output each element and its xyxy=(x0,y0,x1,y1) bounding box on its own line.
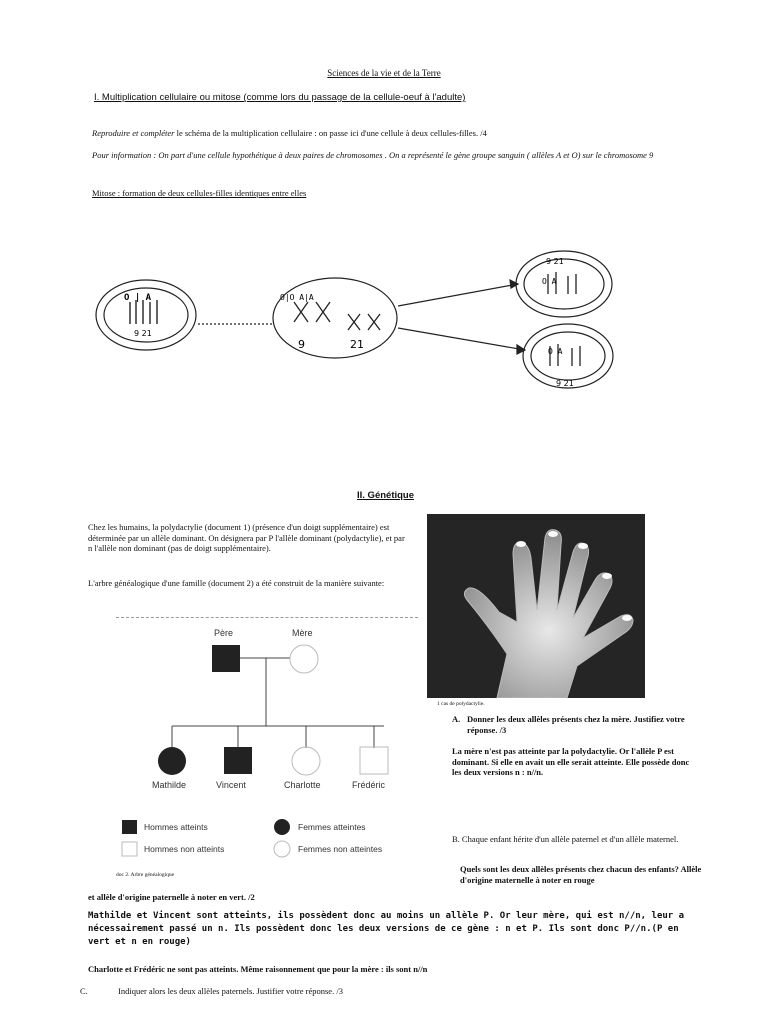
question-a-letter: A. xyxy=(452,714,461,724)
legend-unaffected-women: Femmes non atteintes xyxy=(298,844,383,854)
question-b2: Quels sont les deux allèles présents chez chacun des enfants? Allèle d'origine maternelle à noter en rouge xyxy=(460,864,702,885)
daughter-cell-1-outer xyxy=(516,251,612,317)
polydactyly-photo xyxy=(427,514,645,698)
pedigree-tree xyxy=(116,617,418,883)
c2-label-9: 9 xyxy=(298,338,305,351)
charlotte-symbol xyxy=(292,747,320,775)
answer-b2: Charlotte et Frédéric ne sont pas atteints. Même raisonnement que pour la mère : ils sont n//n xyxy=(88,964,428,974)
mathilde-label: Mathilde xyxy=(152,780,187,790)
section1-instruction xyxy=(92,128,692,139)
mitosis-diagram xyxy=(80,240,620,410)
d2-mid-label: O A xyxy=(548,347,563,356)
photo-caption: 1 cas de polydactylie. xyxy=(437,701,485,707)
vincent-label: Vincent xyxy=(216,780,246,790)
c2-label-21: 21 xyxy=(350,338,364,351)
metaphase-cell xyxy=(273,278,397,358)
d2-bottom-label: 9 21 xyxy=(556,379,574,388)
instruction-italic: Reproduire et compléter xyxy=(92,128,175,138)
daughter-cell-1-inner xyxy=(524,259,604,309)
legend-unaffected-men-symbol xyxy=(122,842,137,856)
mathilde-symbol xyxy=(158,747,186,775)
legend-affected-men-symbol xyxy=(122,820,137,834)
father-label: Père xyxy=(214,628,234,638)
frederic-label: Frédéric xyxy=(352,780,386,790)
instruction-rest: le schéma de la multiplication cellulaire : on passe ici d'une cellule à deux cellules-filles. /4 xyxy=(174,128,487,138)
answer-b: Mathilde et Vincent sont atteints, ils possèdent donc au moins un allèle P. Or leur mère, qui est n//n, leur a nécessairement passé un n. Ils possèdent donc les deux versions de ce gène : n et P. Ils sont donc P//n.(P en vert et n en rouge) xyxy=(88,911,685,947)
c1-top-label: O | A xyxy=(124,293,152,303)
legend-affected-women: Femmes atteintes xyxy=(298,822,366,832)
answer-a: La mère n'est pas atteinte par la polydactylie. Or l'allèle P est dominant. Si elle en avait un elle serait atteinte. Elle possède donc les deux versions n : n//n. xyxy=(452,746,690,777)
section2-title: II. Génétique xyxy=(357,490,415,501)
question-b: B. Chaque enfant hérite d'un allèle paternel et d'un allèle maternel. xyxy=(452,834,679,844)
d1-mid-label: O A xyxy=(542,277,557,286)
question-b3: et allèle d'origine paternelle à noter en vert. /2 xyxy=(88,892,255,902)
question-c: Indiquer alors les deux allèles paternels. Justifier votre réponse. /3 xyxy=(118,986,343,996)
tree-caption: doc 2. Arbre généalogique xyxy=(116,872,175,878)
vincent-symbol xyxy=(224,747,252,774)
frederic-symbol xyxy=(360,747,388,774)
legend-unaffected-women-symbol xyxy=(274,841,290,857)
tree-intro: L'arbre généalogique d'une famille (document 2) a été construit de la manière suivante: xyxy=(88,578,385,588)
mother-cell-outer xyxy=(96,280,196,350)
legend-unaffected-men: Hommes non atteints xyxy=(144,844,225,854)
page-header: Sciences de la vie et de la Terre xyxy=(327,68,441,78)
legend-affected-men: Hommes atteints xyxy=(144,822,208,832)
daughter-cell-2-inner xyxy=(531,332,605,380)
legend-affected-women-symbol xyxy=(274,819,290,835)
c1-bottom-label: 9 21 xyxy=(134,329,152,338)
c2-top-label: O|O A|A xyxy=(280,293,314,302)
mitosis-subtitle: Mitose : formation de deux cellules-filles identiques entre elles xyxy=(92,188,307,198)
father-symbol xyxy=(212,645,240,672)
question-a: Donner les deux allèles présents chez la mère. Justifiez votre réponse. /3 xyxy=(467,714,685,735)
arrow-2-head xyxy=(510,280,518,288)
mother-symbol xyxy=(290,645,318,673)
section1-info: Pour information : On part d'une cellule hypothétique à deux paires de chromosomes . On a représenté le gène groupe sanguin ( allèles A et O) sur le chromosome 9 xyxy=(92,150,654,160)
arrow-2 xyxy=(398,284,518,306)
d1-top-label: 9 21 xyxy=(546,257,564,266)
genetics-intro: Chez les humains, la polydactylie (document 1) (présence d'un doigt supplémentaire) est déterminée par un allèle dominant. On désignera par P l'allèle dominant (polydactylie), et par n l'allèle non dominant (pas de doigt supplémentaire). xyxy=(88,522,405,553)
question-c-letter: C. xyxy=(80,986,88,996)
mother-label: Mère xyxy=(292,628,313,638)
arrow-3 xyxy=(398,328,525,350)
charlotte-label: Charlotte xyxy=(284,780,321,790)
section1-title: I. Multiplication cellulaire ou mitose (comme lors du passage de la cellule-oeuf à l'adulte) xyxy=(94,92,466,103)
hand-image xyxy=(427,514,645,698)
